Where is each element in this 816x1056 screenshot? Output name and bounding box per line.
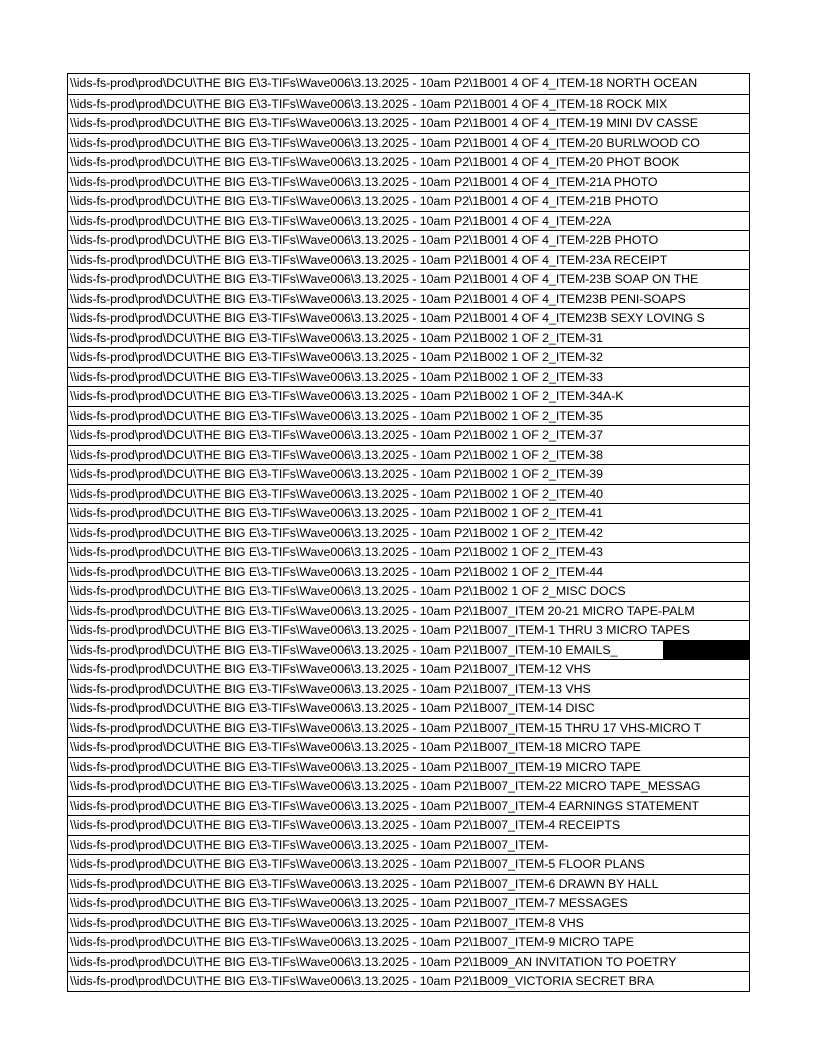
table-row: [68, 952, 749, 972]
file-path-cell: \\ids-fs-prod\prod\DCU\THE BIG E\3-TIFs\Wave006\3.13.2025 - 10am P2\1B001 4 OF 4_ITEM-22B PHOTO: [68, 231, 658, 250]
table-row: [68, 211, 749, 231]
table-row: [68, 328, 749, 348]
table-row: [68, 893, 749, 913]
table-row: [68, 874, 749, 894]
file-path-cell: \\ids-fs-prod\prod\DCU\THE BIG E\3-TIFs\Wave006\3.13.2025 - 10am P2\1B002 1 OF 2_ITEM-38: [68, 446, 603, 465]
file-path-cell: \\ids-fs-prod\prod\DCU\THE BIG E\3-TIFs\Wave006\3.13.2025 - 10am P2\1B001 4 OF 4_ITEM23B PENI-SOAPS: [68, 290, 686, 309]
file-path-cell: \\ids-fs-prod\prod\DCU\THE BIG E\3-TIFs\Wave006\3.13.2025 - 10am P2\1B002 1 OF 2_ITEM-41: [68, 504, 603, 523]
file-path-cell: \\ids-fs-prod\prod\DCU\THE BIG E\3-TIFs\Wave006\3.13.2025 - 10am P2\1B007_ITEM-13 VHS: [68, 680, 591, 699]
table-row: [68, 464, 749, 484]
file-path-cell: \\ids-fs-prod\prod\DCU\THE BIG E\3-TIFs\Wave006\3.13.2025 - 10am P2\1B002 1 OF 2_ITEM-32: [68, 348, 603, 367]
table-row: [68, 854, 749, 874]
table-row: [68, 971, 749, 991]
file-path-cell: \\ids-fs-prod\prod\DCU\THE BIG E\3-TIFs\Wave006\3.13.2025 - 10am P2\1B002 1 OF 2_ITEM-37: [68, 426, 603, 445]
table-row: [68, 152, 749, 172]
table-row: [68, 737, 749, 757]
table-row: [68, 503, 749, 523]
file-path-cell: \\ids-fs-prod\prod\DCU\THE BIG E\3-TIFs\Wave006\3.13.2025 - 10am P2\1B007_ITEM-9 MICRO TAPE: [68, 933, 634, 952]
table-row: [68, 113, 749, 133]
file-path-cell: \\ids-fs-prod\prod\DCU\THE BIG E\3-TIFs\Wave006\3.13.2025 - 10am P2\1B007_ITEM-18 MICRO TAPE: [68, 738, 641, 757]
file-path-cell: \\ids-fs-prod\prod\DCU\THE BIG E\3-TIFs\Wave006\3.13.2025 - 10am P2\1B002 1 OF 2_ITEM-39: [68, 465, 603, 484]
table-row: [68, 757, 749, 777]
file-path-cell: \\ids-fs-prod\prod\DCU\THE BIG E\3-TIFs\Wave006\3.13.2025 - 10am P2\1B007_ITEM-15 THRU 17 VHS-MICRO T: [68, 719, 701, 738]
table-row: [68, 562, 749, 582]
file-path-cell: \\ids-fs-prod\prod\DCU\THE BIG E\3-TIFs\Wave006\3.13.2025 - 10am P2\1B001 4 OF 4_ITEM-19 MINI DV CASSE: [68, 114, 698, 133]
table-row: [68, 659, 749, 679]
file-path-cell: \\ids-fs-prod\prod\DCU\THE BIG E\3-TIFs\Wave006\3.13.2025 - 10am P2\1B001 4 OF 4_ITEM23B SEXY LOVING S: [68, 309, 705, 328]
file-path-cell: \\ids-fs-prod\prod\DCU\THE BIG E\3-TIFs\Wave006\3.13.2025 - 10am P2\1B002 1 OF 2_ITEM-31: [68, 329, 603, 348]
table-row: [68, 679, 749, 699]
file-path-cell: \\ids-fs-prod\prod\DCU\THE BIG E\3-TIFs\Wave006\3.13.2025 - 10am P2\1B009_AN INVITATION TO POETRY: [68, 953, 676, 972]
table-row: [68, 269, 749, 289]
file-path-cell: \\ids-fs-prod\prod\DCU\THE BIG E\3-TIFs\Wave006\3.13.2025 - 10am P2\1B001 4 OF 4_ITEM-23A RECEIPT: [68, 251, 667, 270]
file-path-cell: \\ids-fs-prod\prod\DCU\THE BIG E\3-TIFs\Wave006\3.13.2025 - 10am P2\1B001 4 OF 4_ITEM-22A: [68, 212, 611, 231]
file-path-cell: \\ids-fs-prod\prod\DCU\THE BIG E\3-TIFs\Wave006\3.13.2025 - 10am P2\1B007_ITEM-: [68, 836, 548, 855]
table-row: [68, 581, 749, 601]
file-path-cell: \\ids-fs-prod\prod\DCU\THE BIG E\3-TIFs\Wave006\3.13.2025 - 10am P2\1B002 1 OF 2_ITEM-35: [68, 407, 603, 426]
table-row: [68, 191, 749, 211]
table-row: [68, 445, 749, 465]
table-row: [68, 133, 749, 153]
file-path-cell: \\ids-fs-prod\prod\DCU\THE BIG E\3-TIFs\Wave006\3.13.2025 - 10am P2\1B002 1 OF 2_ITEM-44: [68, 563, 603, 582]
file-path-cell: \\ids-fs-prod\prod\DCU\THE BIG E\3-TIFs\Wave006\3.13.2025 - 10am P2\1B002 1 OF 2_ITEM-40: [68, 485, 603, 504]
table-row: [68, 718, 749, 738]
table-row: [68, 913, 749, 933]
table-row: [68, 367, 749, 387]
file-path-cell: \\ids-fs-prod\prod\DCU\THE BIG E\3-TIFs\Wave006\3.13.2025 - 10am P2\1B002 1 OF 2_ITEM-34A-K: [68, 387, 623, 406]
file-path-cell: \\ids-fs-prod\prod\DCU\THE BIG E\3-TIFs\Wave006\3.13.2025 - 10am P2\1B001 4 OF 4_ITEM-21A PHOTO: [68, 173, 657, 192]
file-path-cell: \\ids-fs-prod\prod\DCU\THE BIG E\3-TIFs\Wave006\3.13.2025 - 10am P2\1B001 4 OF 4_ITEM-21B PHOTO: [68, 192, 658, 211]
file-path-cell: \\ids-fs-prod\prod\DCU\THE BIG E\3-TIFs\Wave006\3.13.2025 - 10am P2\1B007_ITEM-12 VHS: [68, 660, 591, 679]
redaction-block: [663, 641, 749, 660]
table-row: [68, 74, 749, 94]
file-path-cell: \\ids-fs-prod\prod\DCU\THE BIG E\3-TIFs\Wave006\3.13.2025 - 10am P2\1B001 4 OF 4_ITEM-23B SOAP ON THE: [68, 270, 698, 289]
table-row: [68, 620, 749, 640]
table-row: [68, 230, 749, 250]
table-row: [68, 386, 749, 406]
table-row: [68, 640, 749, 660]
file-path-cell: \\ids-fs-prod\prod\DCU\THE BIG E\3-TIFs\Wave006\3.13.2025 - 10am P2\1B009_VICTORIA SECRET BRA: [68, 972, 654, 991]
file-path-cell: \\ids-fs-prod\prod\DCU\THE BIG E\3-TIFs\Wave006\3.13.2025 - 10am P2\1B007_ITEM-5 FLOOR PLANS: [68, 855, 645, 874]
table-row: [68, 250, 749, 270]
table-row: [68, 796, 749, 816]
file-path-cell: \\ids-fs-prod\prod\DCU\THE BIG E\3-TIFs\Wave006\3.13.2025 - 10am P2\1B007_ITEM 20-21 MICRO TAPE-PALM: [68, 602, 695, 621]
table-row: [68, 698, 749, 718]
file-path-cell: \\ids-fs-prod\prod\DCU\THE BIG E\3-TIFs\Wave006\3.13.2025 - 10am P2\1B002 1 OF 2_ITEM-33: [68, 368, 603, 387]
file-path-cell: \\ids-fs-prod\prod\DCU\THE BIG E\3-TIFs\Wave006\3.13.2025 - 10am P2\1B001 4 OF 4_ITEM-18 ROCK MIX: [68, 95, 667, 114]
table-row: [68, 172, 749, 192]
file-path-cell: \\ids-fs-prod\prod\DCU\THE BIG E\3-TIFs\Wave006\3.13.2025 - 10am P2\1B001 4 OF 4_ITEM-20 BURLWOOD CO: [68, 134, 700, 153]
table-row: [68, 776, 749, 796]
table-row: [68, 308, 749, 328]
file-path-cell: \\ids-fs-prod\prod\DCU\THE BIG E\3-TIFs\Wave006\3.13.2025 - 10am P2\1B007_ITEM-4 RECEIPTS: [68, 816, 620, 835]
file-path-cell: \\ids-fs-prod\prod\DCU\THE BIG E\3-TIFs\Wave006\3.13.2025 - 10am P2\1B007_ITEM-19 MICRO TAPE: [68, 758, 641, 777]
file-path-cell: \\ids-fs-prod\prod\DCU\THE BIG E\3-TIFs\Wave006\3.13.2025 - 10am P2\1B001 4 OF 4_ITEM-18 NORTH OCEAN: [68, 74, 697, 94]
file-path-cell: \\ids-fs-prod\prod\DCU\THE BIG E\3-TIFs\Wave006\3.13.2025 - 10am P2\1B007_ITEM-14 DISC: [68, 699, 595, 718]
table-row: [68, 601, 749, 621]
table-row: [68, 542, 749, 562]
file-path-cell: \\ids-fs-prod\prod\DCU\THE BIG E\3-TIFs\Wave006\3.13.2025 - 10am P2\1B007_ITEM-7 MESSAGES: [68, 894, 628, 913]
table-row: [68, 932, 749, 952]
table-row: [68, 835, 749, 855]
table-row: [68, 484, 749, 504]
table-row: [68, 425, 749, 445]
table-row: [68, 94, 749, 114]
file-path-table: [67, 73, 750, 992]
table-row: [68, 815, 749, 835]
table-row: [68, 289, 749, 309]
file-path-cell: \\ids-fs-prod\prod\DCU\THE BIG E\3-TIFs\Wave006\3.13.2025 - 10am P2\1B007_ITEM-10 EMAILS_: [68, 641, 617, 660]
file-path-cell: \\ids-fs-prod\prod\DCU\THE BIG E\3-TIFs\Wave006\3.13.2025 - 10am P2\1B007_ITEM-4 EARNINGS STATEMENT: [68, 797, 699, 816]
table-row: [68, 347, 749, 367]
file-path-cell: \\ids-fs-prod\prod\DCU\THE BIG E\3-TIFs\Wave006\3.13.2025 - 10am P2\1B002 1 OF 2_MISC DOCS: [68, 582, 626, 601]
file-path-cell: \\ids-fs-prod\prod\DCU\THE BIG E\3-TIFs\Wave006\3.13.2025 - 10am P2\1B001 4 OF 4_ITEM-20 PHOT BOOK: [68, 153, 679, 172]
file-path-cell: \\ids-fs-prod\prod\DCU\THE BIG E\3-TIFs\Wave006\3.13.2025 - 10am P2\1B007_ITEM-22 MICRO TAPE_MESSAG: [68, 777, 700, 796]
file-path-cell: \\ids-fs-prod\prod\DCU\THE BIG E\3-TIFs\Wave006\3.13.2025 - 10am P2\1B002 1 OF 2_ITEM-43: [68, 543, 603, 562]
table-row: [68, 523, 749, 543]
table-row: [68, 406, 749, 426]
file-path-cell: \\ids-fs-prod\prod\DCU\THE BIG E\3-TIFs\Wave006\3.13.2025 - 10am P2\1B007_ITEM-8 VHS: [68, 914, 584, 933]
file-path-cell: \\ids-fs-prod\prod\DCU\THE BIG E\3-TIFs\Wave006\3.13.2025 - 10am P2\1B002 1 OF 2_ITEM-42: [68, 524, 603, 543]
file-path-cell: \\ids-fs-prod\prod\DCU\THE BIG E\3-TIFs\Wave006\3.13.2025 - 10am P2\1B007_ITEM-1 THRU 3 MICRO TAPES: [68, 621, 690, 640]
file-path-cell: \\ids-fs-prod\prod\DCU\THE BIG E\3-TIFs\Wave006\3.13.2025 - 10am P2\1B007_ITEM-6 DRAWN BY HALL: [68, 875, 658, 894]
